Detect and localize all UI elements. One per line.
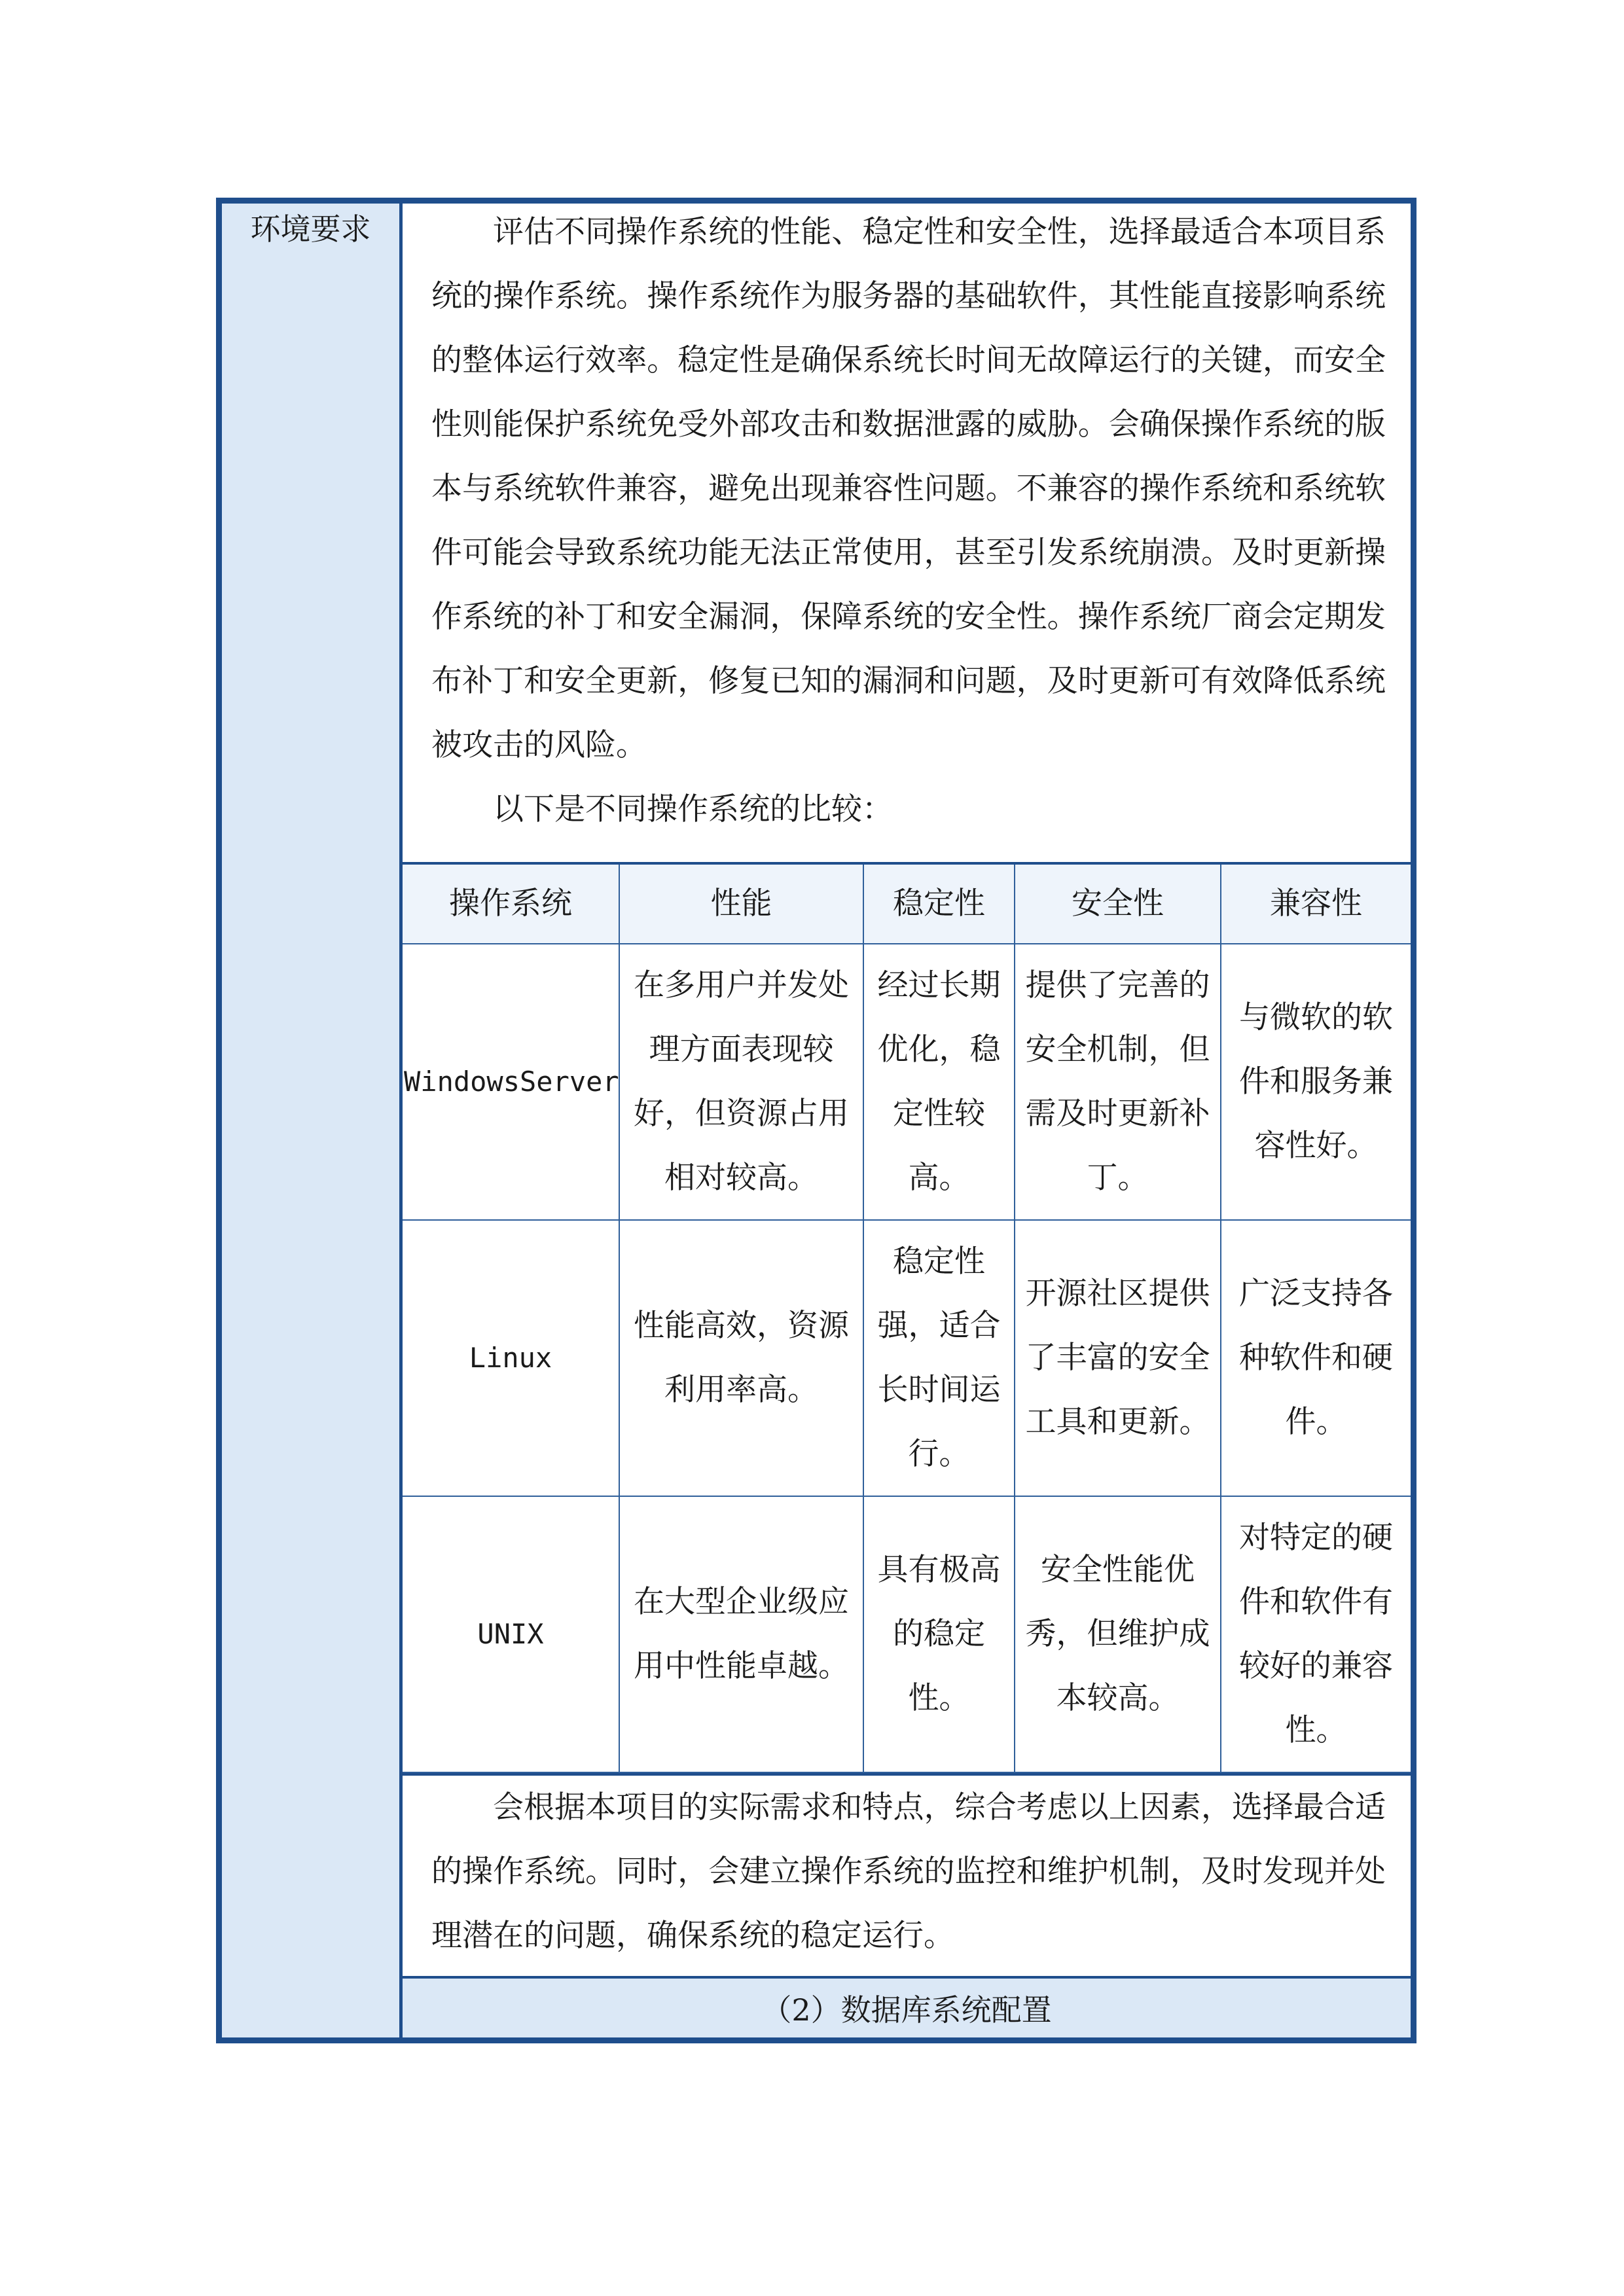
header-compatibility: 兼容性	[1221, 865, 1411, 944]
header-os: 操作系统	[403, 865, 619, 944]
cell-security: 安全性能优秀，但维护成本较高。	[1015, 1496, 1221, 1772]
table-header-row	[403, 865, 1411, 944]
header-security: 安全性	[1015, 865, 1221, 944]
row-label: 环境要求	[250, 211, 371, 247]
cell-os: UNIX	[403, 1496, 619, 1772]
cell-compatibility: 对特定的硬件和软件有较好的兼容性。	[1221, 1496, 1411, 1772]
comparison-lead: 以下是不同操作系统的比较：	[493, 791, 893, 827]
table-row	[403, 1220, 1411, 1496]
conclusion-section	[403, 1773, 1411, 1976]
requirements-table-frame	[216, 198, 1416, 2043]
cell-security: 提供了完善的安全机制，但需及时更新补丁。	[1015, 944, 1221, 1220]
cell-os: WindowsServer	[403, 944, 619, 1220]
table-row	[403, 944, 1411, 1220]
header-stability: 稳定性	[863, 865, 1015, 944]
cell-compatibility: 广泛支持各种软件和硬件。	[1221, 1220, 1411, 1496]
label-column	[222, 204, 403, 2037]
cell-compatibility: 与微软的软件和服务兼容性好。	[1221, 944, 1411, 1220]
cell-stability: 经过长期优化，稳定性较高。	[863, 944, 1015, 1220]
intro-section	[403, 204, 1411, 865]
cell-stability: 稳定性强，适合长时间运行。	[863, 1220, 1015, 1496]
intro-paragraph: 评估不同操作系统的性能、稳定性和安全性，选择最适合本项目系统的操作系统。操作系统作为服务器的基础软件，其性能直接影响系统的整体运行效率。稳定性是确保系统长时间无故障运行的关键，而安全性则能保护系统免受外部攻击和数据泄露的威胁。会确保操作系统的版本与系统软件兼容，避免出现兼容性问题。不兼容的操作系统和系统软件可能会导致系统功能无法正常使用，甚至引发系统崩溃。及时更新操作系统的补丁和安全漏洞，保障系统的安全性。操作系统厂商会定期发布补丁和安全更新，修复已知的漏洞和问题，及时更新可有效降低系统被攻击的风险。	[431, 214, 1386, 763]
next-section-heading: （2）数据库系统配置	[403, 1976, 1411, 2037]
cell-stability: 具有极高的稳定性。	[863, 1496, 1015, 1772]
cell-performance: 在多用户并发处理方面表现较好，但资源占用相对较高。	[619, 944, 863, 1220]
cell-os: Linux	[403, 1220, 619, 1496]
cell-performance: 在大型企业级应用中性能卓越。	[619, 1496, 863, 1772]
conclusion-paragraph: 会根据本项目的实际需求和特点，综合考虑以上因素，选择最合适的操作系统。同时，会建立操作系统的监控和维护机制，及时发现并处理潜在的问题，确保系统的稳定运行。	[431, 1789, 1386, 1954]
cell-performance: 性能高效，资源利用率高。	[619, 1220, 863, 1496]
os-comparison-table	[403, 865, 1411, 1773]
header-performance: 性能	[619, 865, 863, 944]
content-column	[403, 204, 1411, 2037]
table-row	[403, 1496, 1411, 1772]
cell-security: 开源社区提供了丰富的安全工具和更新。	[1015, 1220, 1221, 1496]
